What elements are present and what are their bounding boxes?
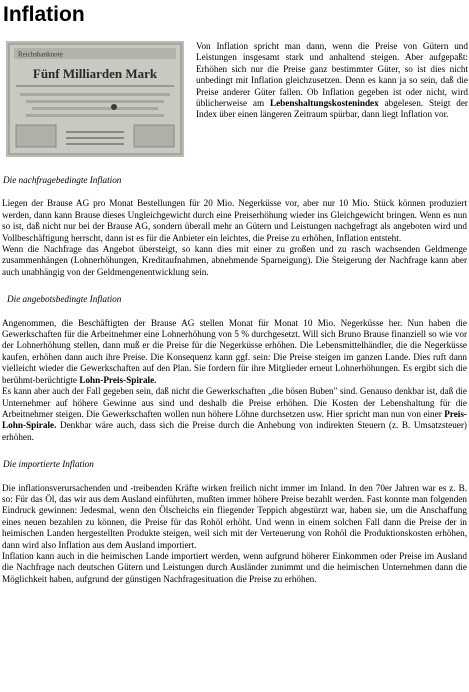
intro-block xyxy=(2,33,467,159)
section-importiert xyxy=(2,483,467,586)
paragraph: Inflation kann auch in die heimischen Lande importiert werden, wenn aufgrund höherer Einkommen oder Preise im Ausland die Nachfrage nach deutschen Gütern und Leistungen durch Ausländer zunimmt und die heimischen Unternehmen dann die Möglichkeit haben, aufgrund der günstigen Nachfragesituation die Preise zu erhöhen. xyxy=(2,550,467,584)
paragraph: Liegen der Brause AG pro Monat Bestellungen für 20 Mio. Negerküsse vor, aber nur 10 Mio. Stück können produziert werden, dann kann Brause dieses Ungleichgewicht durch eine Preiserhöhung wieder ins Gleichgewicht bringen. Wenn es nun so ist, daß nicht nur bei der Brause AG, sondern überall mehr an Gütern und Leistungen nachgefragt als angeboten wird und Vollbeschäftigung herrscht, dann ist es für die Anbieter ein leichtes, die Preise zu erhöhen, Inflation entsteht. xyxy=(2,198,467,243)
intro-paragraph: Von Inflation spricht man dann, wenn die Preise von Gütern und Leistungen insgesamt stark und anhaltend steigen. Aber aufgepaßt: Erhöhen sich nur die Preise ganz bestimmter Güter, so ist dies nicht unbedingt mit Inflation gleichzusetzen. Denn es kann ja so sein, daß die Preise anderer Güter fallen. Ob Inflation gegeben ist oder nicht, wird üblicherweise am Lebenshaltungskostenindex abgelesen. Steigt der Index über einen längeren Zeitraum spürbar, dann liegt Inflation vor. xyxy=(196,41,468,120)
section-angebot xyxy=(2,318,467,443)
svg-text:Reichsbanknote: Reichsbanknote xyxy=(18,50,63,59)
banknote-image xyxy=(6,41,184,157)
term-lebenshaltungskostenindex: Lebenshaltungskostenindex xyxy=(269,98,379,109)
section-nachfrage xyxy=(2,198,467,278)
section-title-nachfrage: Die nachfragebedingte Inflation xyxy=(3,175,122,185)
section-title-angebot: Die angebotsbedingte Inflation xyxy=(7,294,122,305)
paragraph: Es kann aber auch der Fall gegeben sein, daß nicht die Gewerkschaften „die bösen Buben" sind. Genauso denkbar ist, daß die Unternehmer auf höhere Gewinne aus sind und deshalb die Preise erhöhen. Die Kosten der Lebenshaltung für die Arbeitnehmer steigen. Die Gewerkschaften wollen nun höhere Löhne durchsetzen usw. Hier spricht man nun von einer Preis-Lohn-Spirale. Denkbar wäre auch, dass sich die Preise durch die Anhebung von indirekten Steuern (z. B. Umsatzsteuer) erhöhen. xyxy=(2,386,467,442)
paragraph: Die inflationsverursachenden und -treibenden Kräfte wirken freilich nicht immer im Inland. In den 70er Jahren war es z. B. so: Für das Öl, das wir aus dem Ausland einführten, mußten immer höhere Preise bezahlt werden. Fast konnte man folgenden Eindruck gewinnen: Jedesmal, wenn den Ölscheichs ein fliegender Teppich abgestürzt war, haben sie, um die Anschaffung eines neuen bezahlen zu können, die Preise für das Rohöl erhöht. Und wenn in einem solchen Fall dann die Preise der in heimischen Landen hergestellten Produkte steigen, weil sich mit der Verteuerung von Rohöl die Produktionskosten erhöhen, dann wird also Inflation aus dem Ausland importiert. xyxy=(2,482,467,550)
paragraph: Angenommen, die Beschäftigten der Brause AG stellen Monat für Monat 10 Mio. Negerküsse her. Nun haben die Gewerkschaften für die Arbeitnehmer eine Lohnerhöhung von 5 % durchgesetzt. Will sich Bruno Brause finanziell so wie vor der Lohnerhöhung stellen, dann muß er die Preise für die Negerküsse erhöhen. Die Lebensmittelhändler, die die Negerküsse kaufen, erhöhen dann auch ihre Preise. Die Konsequenz kann ggf. sein: Die Preise steigen im ganzen Lande. Dies ruft dann vielleicht wieder die Gewerkschaften auf den Plan. Sie fordern für ihre Mitglieder erneut Lohnerhöhungen. Es ergibt sich die berühmt-berüchtigte Lohn-Preis-Spirale. xyxy=(2,317,467,385)
paragraph: Wenn die Nachfrage das Angebot übersteigt, so kann dies mit einer zu großen und zu rasch wachsenden Geldmenge zusammenhängen (Lohnerhöhungen, Kreditaufnahmen, abnehmende Sparneigung). Die Steigerung der Nachfrage kann aber auch unabhängig von der Geldmengenentwicklung sein. xyxy=(2,244,467,277)
svg-text:Fünf Milliarden Mark: Fünf Milliarden Mark xyxy=(32,66,158,81)
section-title-importiert: Die importierte Inflation xyxy=(3,459,94,470)
page-title: Inflation xyxy=(3,3,85,26)
term-lohn-preis-spirale: Lohn-Preis-Spirale. xyxy=(79,374,157,385)
term-preis-lohn-spirale: Preis-Lohn-Spirale. xyxy=(2,408,467,431)
